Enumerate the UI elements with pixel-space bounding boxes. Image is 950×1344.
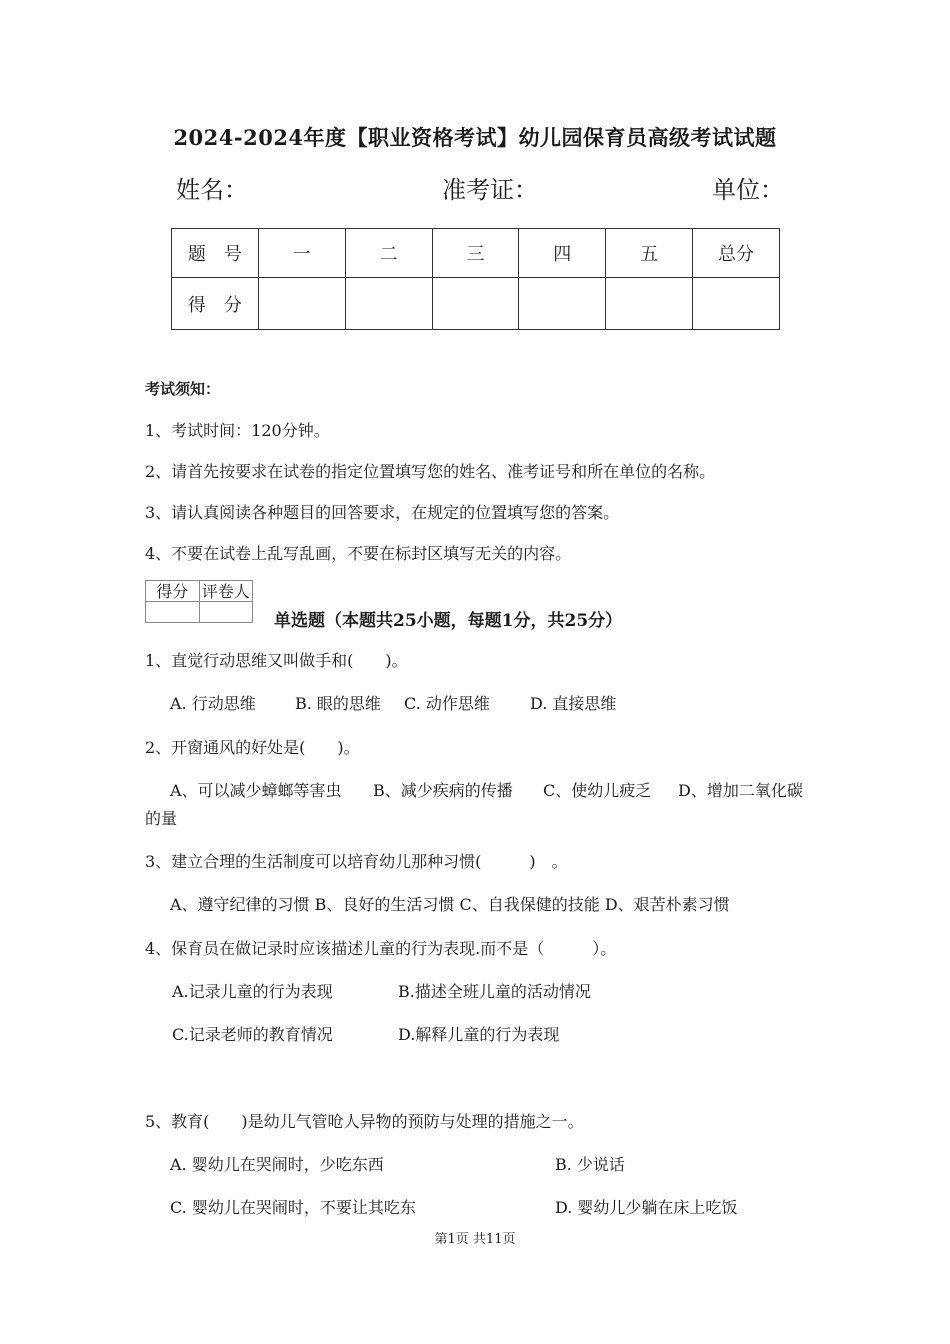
score-table-cell: 得 分 bbox=[172, 278, 259, 330]
score-table-cell: 二 bbox=[345, 229, 432, 278]
notice-heading: 考试须知： bbox=[145, 380, 221, 398]
score-table-cell: 一 bbox=[258, 229, 345, 278]
score-input-cell[interactable] bbox=[693, 278, 780, 330]
score-input-cell[interactable] bbox=[606, 278, 693, 330]
option-c[interactable]: C. 动作思维 bbox=[404, 694, 490, 713]
option-b[interactable]: B. 少说话 bbox=[555, 1155, 625, 1174]
section-heading: 单选题（本题共25小题，每题1分，共25分） bbox=[274, 611, 623, 631]
question-stem: 5、教育( )是幼儿气管呛人异物的预防与处理的措施之一。 bbox=[145, 1112, 584, 1131]
score-table bbox=[171, 228, 780, 330]
grader-score-label: 得分 bbox=[146, 581, 200, 602]
notice-item: 2、请首先按要求在试卷的指定位置填写您的姓名、准考证号和所在单位的名称。 bbox=[145, 462, 716, 481]
question-stem: 3、建立合理的生活制度可以培育幼儿那种习惯( ) 。 bbox=[145, 852, 568, 871]
score-table-cell: 五 bbox=[606, 229, 693, 278]
option-b[interactable]: B、减少疾病的传播 bbox=[373, 781, 513, 800]
option-c[interactable]: C.记录老师的教育情况 bbox=[172, 1025, 333, 1044]
option-a[interactable]: A. 婴幼儿在哭闹时，少吃东西 bbox=[170, 1155, 384, 1174]
score-input-cell[interactable] bbox=[258, 278, 345, 330]
option-d[interactable]: D、增加二氧化碳 bbox=[678, 781, 803, 800]
notice-item: 4、不要在试卷上乱写乱画，不要在标封区填写无关的内容。 bbox=[145, 544, 572, 563]
question-stem: 2、开窗通风的好处是( )。 bbox=[145, 738, 360, 757]
score-table-cell: 四 bbox=[519, 229, 606, 278]
option-d[interactable]: D. 婴幼儿少躺在床上吃饭 bbox=[555, 1198, 738, 1217]
option-a[interactable]: A.记录儿童的行为表现 bbox=[172, 982, 333, 1001]
score-table-score-row bbox=[172, 278, 780, 330]
name-label: 姓名： bbox=[176, 176, 248, 204]
grader-score-cell[interactable] bbox=[146, 602, 200, 623]
score-input-cell[interactable] bbox=[432, 278, 519, 330]
option-d[interactable]: D. 直接思维 bbox=[530, 694, 617, 713]
option-d[interactable]: D.解释儿童的行为表现 bbox=[398, 1025, 560, 1044]
option-c[interactable]: C. 婴幼儿在哭闹时，不要让其吃东 bbox=[170, 1198, 416, 1217]
grader-name-label: 评卷人 bbox=[199, 581, 253, 602]
unit-label: 单位： bbox=[712, 176, 784, 204]
option-a[interactable]: A. 行动思维 bbox=[170, 694, 256, 713]
score-table-cell: 总分 bbox=[693, 229, 780, 278]
score-table-cell: 三 bbox=[432, 229, 519, 278]
exam-id-label: 准考证： bbox=[442, 176, 538, 204]
option-b[interactable]: B. 眼的思维 bbox=[295, 694, 381, 713]
notice-item: 3、请认真阅读各种题目的回答要求，在规定的位置填写您的答案。 bbox=[145, 503, 620, 522]
score-table-header-row bbox=[172, 229, 780, 278]
score-table-cell: 题 号 bbox=[172, 229, 259, 278]
option-b[interactable]: B.描述全班儿童的活动情况 bbox=[398, 982, 591, 1001]
option-a[interactable]: A、可以减少蟑螂等害虫 bbox=[170, 781, 342, 800]
question-stem: 1、直觉行动思维又叫做手和( )。 bbox=[145, 651, 408, 670]
notice-item: 1、考试时间：120分钟。 bbox=[145, 421, 330, 440]
score-input-cell[interactable] bbox=[345, 278, 432, 330]
page-number: 第1页 共11页 bbox=[434, 1232, 516, 1247]
exam-title: 2024-2024年度【职业资格考试】幼儿园保育员高级考试试题 bbox=[173, 125, 777, 150]
options-line[interactable]: A、遵守纪律的习惯 B、良好的生活习惯 C、自我保健的技能 D、艰苦朴素习惯 bbox=[170, 895, 730, 914]
grader-name-cell[interactable] bbox=[199, 602, 253, 623]
grader-box bbox=[145, 580, 253, 623]
question-stem: 4、保育员在做记录时应该描述儿童的行为表现.而不是（ ）。 bbox=[145, 939, 617, 958]
score-input-cell[interactable] bbox=[519, 278, 606, 330]
option-c[interactable]: C、使幼儿疲乏 bbox=[543, 781, 652, 800]
option-continuation: 的量 bbox=[145, 809, 178, 828]
